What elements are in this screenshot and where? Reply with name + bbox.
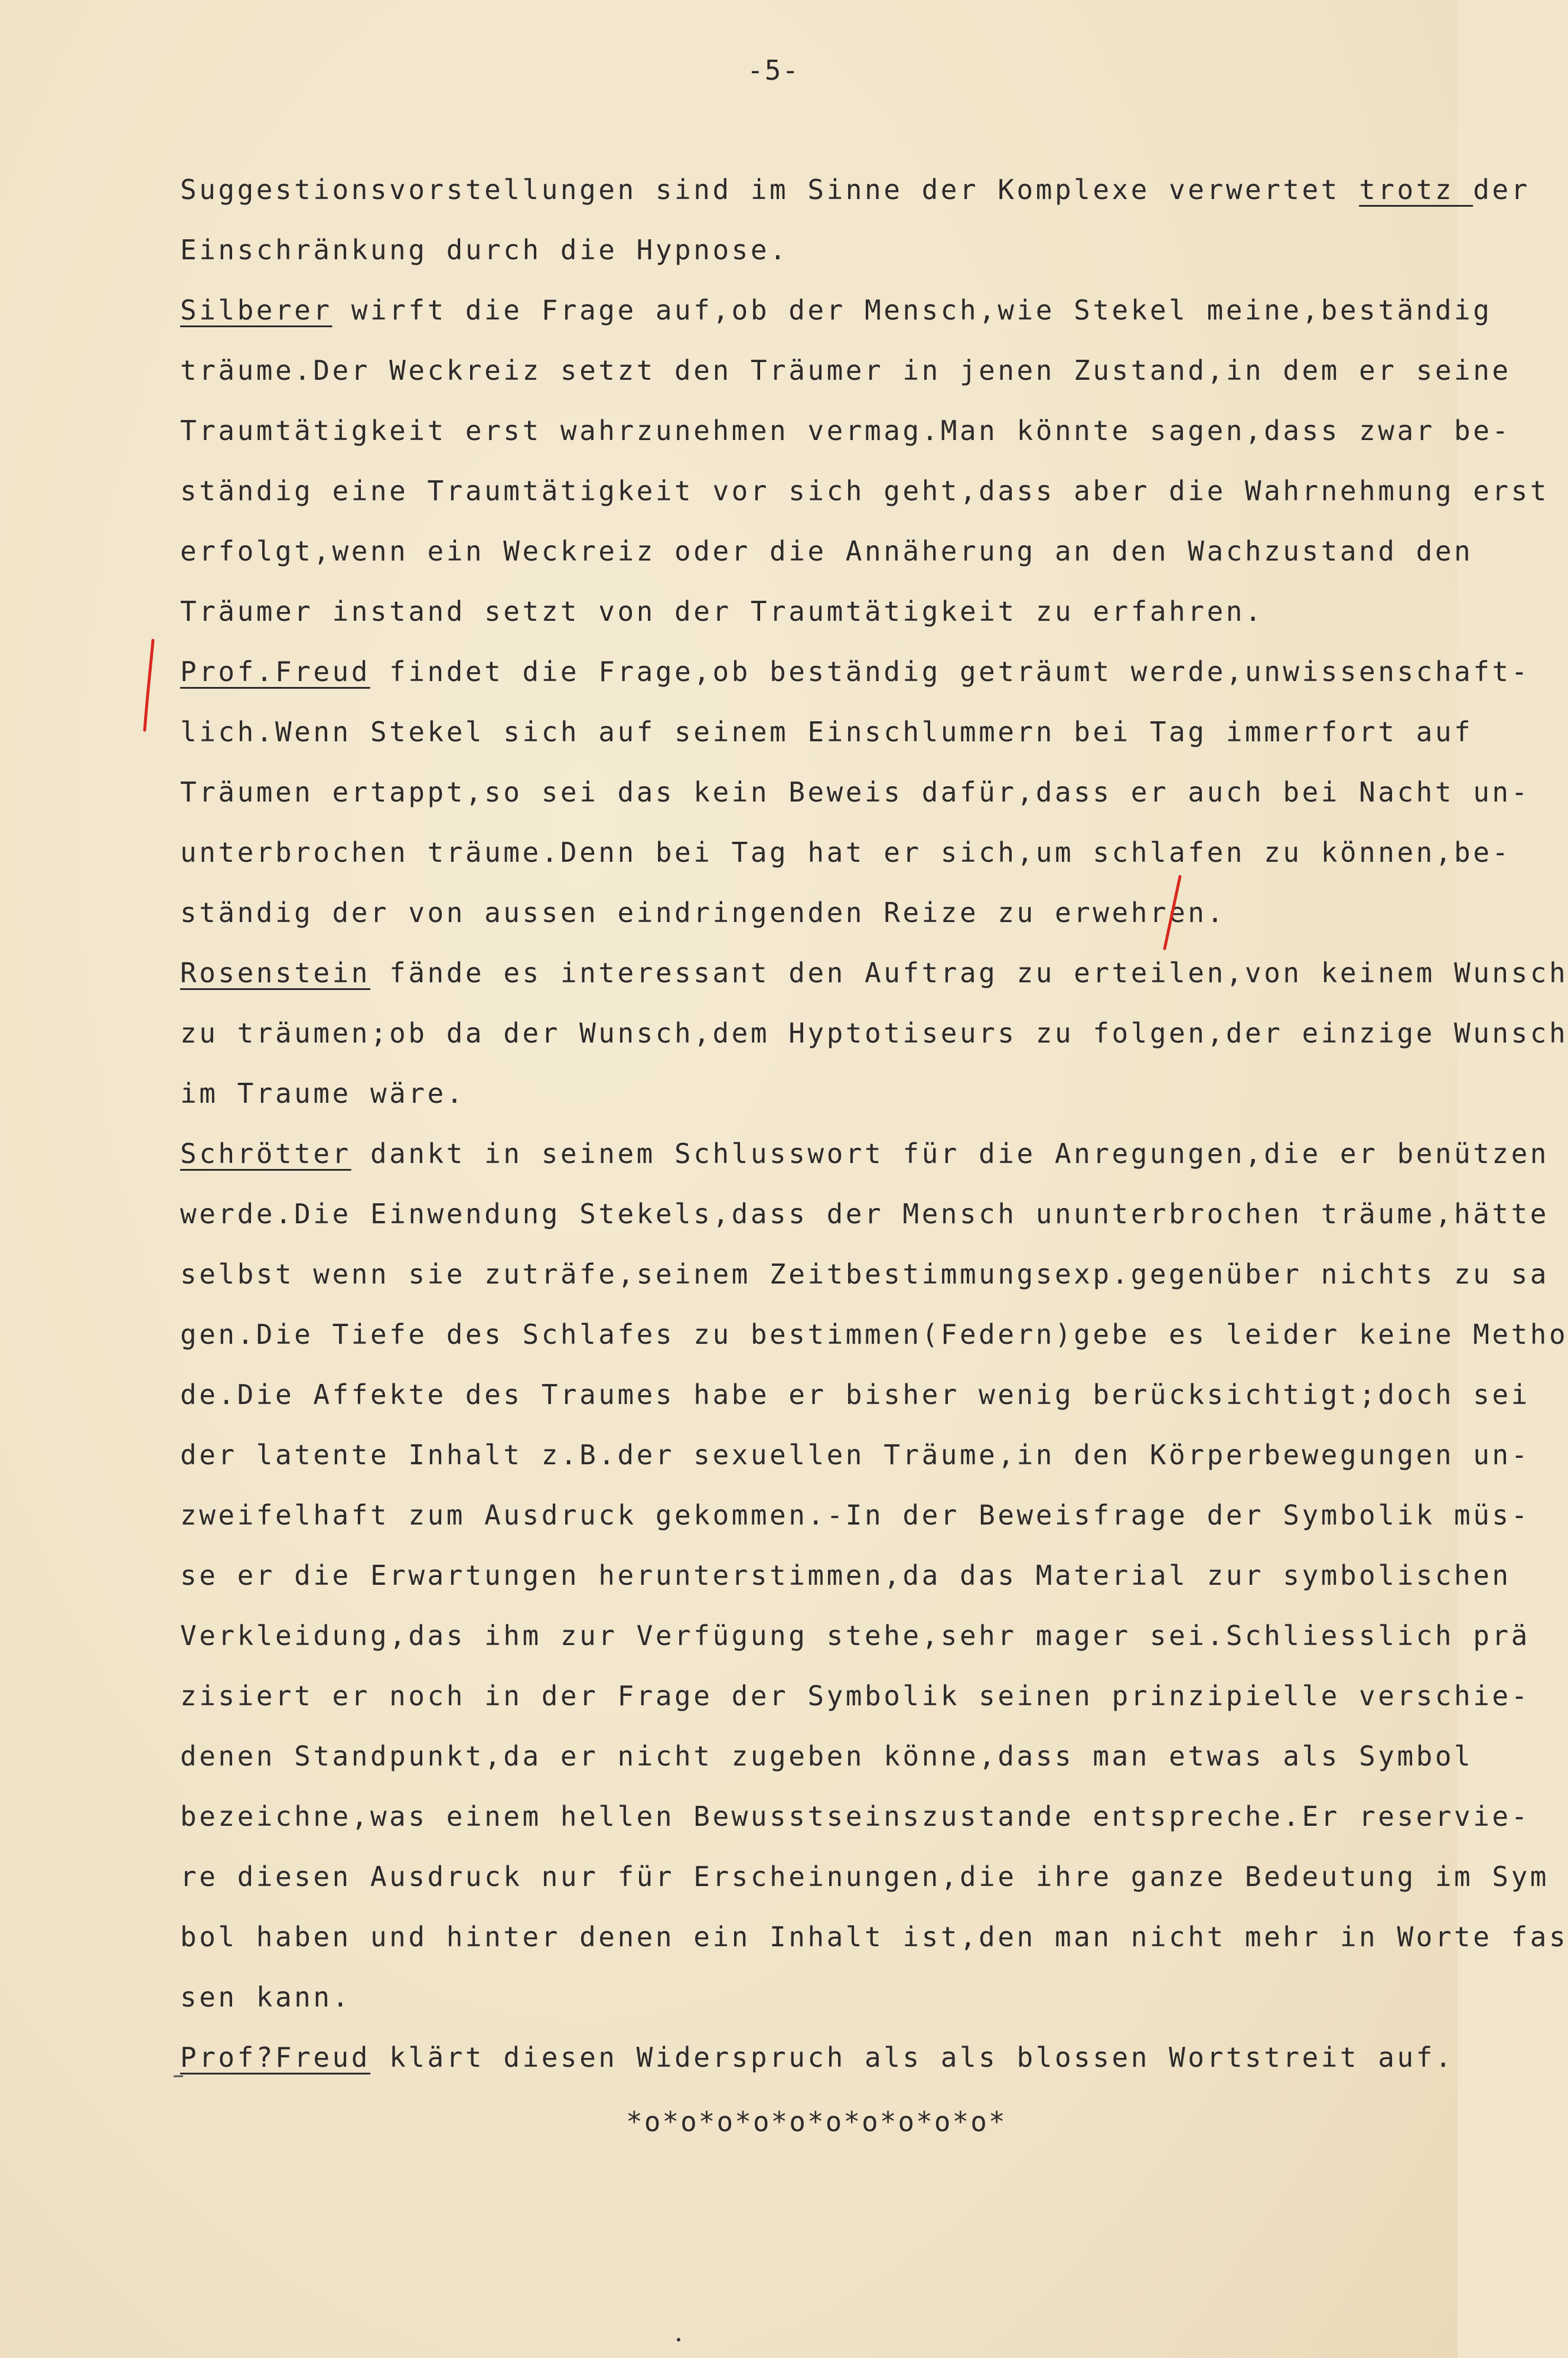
text-line: Einschränkung durch die Hypnose.	[180, 234, 789, 266]
text-line: ständig der von aussen eindringenden Reize zu erwehren.	[180, 897, 1226, 929]
text-line: Silberer wirft die Frage auf,ob der Mensch,wie Stekel meine,beständig	[180, 294, 1492, 326]
text-line: re diesen Ausdruck nur für Erscheinungen,die ihre ganze Bedeutung im Sym	[180, 1861, 1549, 1893]
text-line: unterbrochen träume.Denn bei Tag hat er sich,um schlafen zu können,be-	[180, 836, 1511, 868]
text-line: lich.Wenn Stekel sich auf seinem Einschlummern bei Tag immerfort auf	[180, 716, 1474, 748]
ink-dot	[677, 2338, 680, 2341]
text-line: Träumen ertappt,so sei das kein Beweis dafür,dass er auch bei Nacht un-	[180, 776, 1530, 808]
speaker-name: Rosenstein	[180, 957, 370, 989]
document-body	[180, 159, 1568, 2087]
text-line: zu träumen;ob da der Wunsch,dem Hyptotiseurs zu folgen,der einzige Wunsch	[180, 1017, 1568, 1049]
text-line: träume.Der Weckreiz setzt den Träumer in jenen Zustand,in dem er seine	[180, 354, 1511, 386]
speaker-name: Schrötter	[180, 1138, 351, 1170]
text-line: denen Standpunkt,da er nicht zugeben könne,dass man etwas als Symbol	[180, 1740, 1474, 1772]
text-line: gen.Die Tiefe des Schlafes zu bestimmen(Federn)gebe es leider keine Metho	[180, 1318, 1568, 1350]
text-line: ständig eine Traumtätigkeit vor sich geht,dass aber die Wahrnehmung erst	[180, 475, 1549, 507]
text-line: zweifelhaft zum Ausdruck gekommen.-In der Beweisfrage der Symbolik müs-	[180, 1499, 1530, 1531]
text-line: Verkleidung,das ihm zur Verfügung stehe,sehr mager sei.Schliesslich prä	[180, 1620, 1530, 1652]
text-line: sen kann.	[180, 1981, 351, 2013]
text-line: zisiert er noch in der Frage der Symbolik seinen prinzipielle verschie-	[180, 1680, 1530, 1712]
closing-ornament: *o*o*o*o*o*o*o*o*o*o*	[626, 2106, 1007, 2138]
text-line: im Traume wäre.	[180, 1077, 465, 1109]
red-pencil-left-mark	[139, 638, 162, 732]
text-line: Schrötter dankt in seinem Schlusswort für die Anregungen,die er benützen	[180, 1138, 1549, 1170]
text-line: Suggestionsvorstellungen sind im Sinne der Komplexe verwertet trotz der	[180, 174, 1530, 206]
text-line: de.Die Affekte des Traumes habe er bisher wenig berücksichtigt;doch sei	[180, 1379, 1530, 1411]
text-line: Rosenstein fände es interessant den Auftrag zu erteilen,von keinem Wunsch	[180, 957, 1568, 989]
speaker-name: Prof?Freud	[180, 2041, 370, 2073]
text-line: Prof?Freud klärt diesen Widerspruch als als blossen Wortstreit auf.	[180, 2041, 1455, 2073]
text-line: der latente Inhalt z.B.der sexuellen Träume,in den Körperbewegungen un-	[180, 1439, 1530, 1471]
text-line: Traumtätigkeit erst wahrzunehmen vermag.Man könnte sagen,dass zwar be-	[180, 415, 1511, 447]
text-line: bezeichne,was einem hellen Bewusstseinszustande entspreche.Er reservie-	[180, 1800, 1530, 1832]
text-line: erfolgt,wenn ein Weckreiz oder die Annäherung an den Wachzustand den	[180, 535, 1474, 567]
underlined-word: trotz	[1359, 174, 1474, 206]
text-line: Prof.Freud findet die Frage,ob beständig geträumt werde,unwissenschaft-	[180, 656, 1530, 688]
speaker-name: Silberer	[180, 294, 332, 326]
text-line: bol haben und hinter denen ein Inhalt ist,den man nicht mehr in Worte fas	[180, 1921, 1568, 1953]
text-line: se er die Erwartungen herunterstimmen,da das Material zur symbolischen	[180, 1559, 1511, 1591]
speaker-name: Prof.Freud	[180, 656, 370, 688]
red-pencil-end-mark	[1158, 874, 1187, 951]
text-line: selbst wenn sie zuträfe,seinem Zeitbestimmungsexp.gegenüber nichts zu sa	[180, 1258, 1549, 1290]
page-number: -5-	[747, 54, 800, 86]
text-line: werde.Die Einwendung Stekels,dass der Mensch ununterbrochen träume,hätte	[180, 1198, 1549, 1230]
margin-tick	[172, 2073, 184, 2079]
text-line: Träumer instand setzt von der Traumtätigkeit zu erfahren.	[180, 595, 1264, 627]
